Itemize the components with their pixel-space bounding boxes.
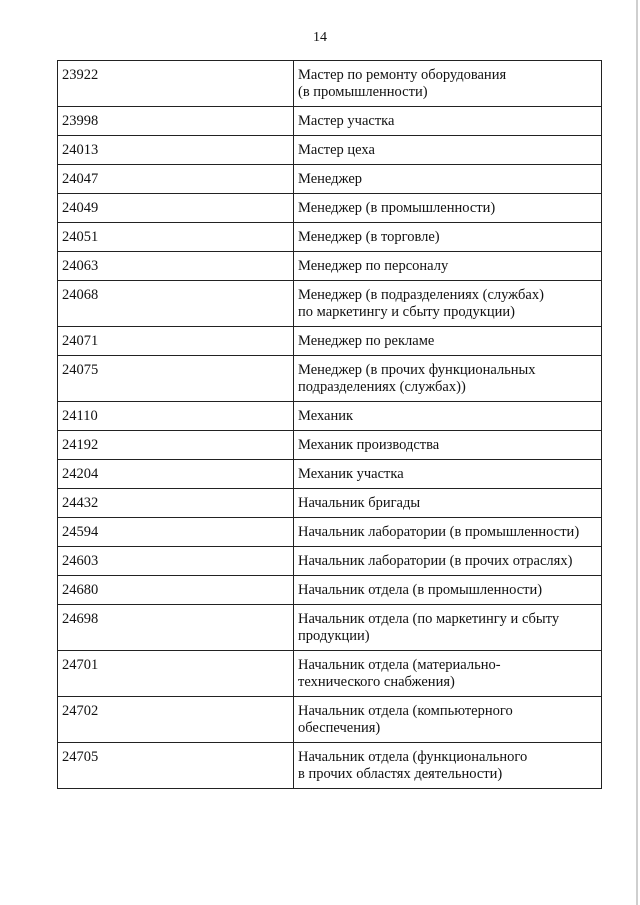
occupation-name-line: Менеджер (в подразделениях (службах) [298, 287, 544, 303]
occupation-name [294, 743, 602, 789]
occupation-name-line: Мастер по ремонту оборудования [298, 67, 507, 83]
occupation-name [294, 356, 602, 402]
table-row [58, 547, 602, 576]
occupation-name [294, 489, 602, 518]
table-row [58, 136, 602, 165]
table-row [58, 223, 602, 252]
occupation-name [294, 194, 602, 223]
table-row [58, 460, 602, 489]
occupation-code: 24192 [58, 431, 294, 460]
occupation-name-line: по маркетингу и сбыту продукции) [298, 304, 515, 320]
table-row [58, 327, 602, 356]
table-row [58, 576, 602, 605]
occupation-code: 24603 [58, 547, 294, 576]
table-row [58, 489, 602, 518]
occupation-name-line: (в промышленности) [298, 84, 428, 100]
occupation-code: 24051 [58, 223, 294, 252]
table-row [58, 61, 602, 107]
occupation-code: 24075 [58, 356, 294, 402]
table-row [58, 402, 602, 431]
table-row [58, 431, 602, 460]
table-row [58, 651, 602, 697]
occupation-code: 23922 [58, 61, 294, 107]
occupation-name-line: продукции) [298, 628, 370, 644]
table-body [58, 61, 602, 789]
table-row [58, 605, 602, 651]
occupation-code: 24047 [58, 165, 294, 194]
occupation-name-line: технического снабжения) [298, 674, 455, 690]
occupation-name [294, 576, 602, 605]
table-row [58, 697, 602, 743]
occupation-name-line: Начальник отдела (в промышленности) [298, 582, 543, 598]
occupation-name [294, 165, 602, 194]
occupation-code: 24110 [58, 402, 294, 431]
occupation-code: 24702 [58, 697, 294, 743]
occupation-name [294, 281, 602, 327]
occupation-name [294, 223, 602, 252]
occupation-name-line: Начальник отдела (компьютерного [298, 703, 513, 719]
occupation-name-line: Механик участка [298, 466, 404, 482]
occupation-code: 24705 [58, 743, 294, 789]
table-row [58, 281, 602, 327]
occupation-name [294, 327, 602, 356]
occupation-name-line: Менеджер (в прочих функциональных [298, 362, 536, 378]
occupation-name [294, 697, 602, 743]
occupation-name-line: Менеджер [298, 171, 363, 187]
occupation-name [294, 605, 602, 651]
table-row [58, 518, 602, 547]
occupation-name [294, 61, 602, 107]
occupation-code: 23998 [58, 107, 294, 136]
occupation-name [294, 136, 602, 165]
occupation-code: 24594 [58, 518, 294, 547]
occupation-code: 24068 [58, 281, 294, 327]
occupation-name [294, 651, 602, 697]
table-row [58, 356, 602, 402]
occupation-code-table [57, 60, 602, 789]
occupation-name-line: Механик производства [298, 437, 440, 453]
occupation-name [294, 402, 602, 431]
occupation-code: 24063 [58, 252, 294, 281]
occupation-name-line: Начальник отдела (по маркетингу и сбыту [298, 611, 560, 627]
occupation-name [294, 431, 602, 460]
occupation-code: 24680 [58, 576, 294, 605]
occupation-code: 24013 [58, 136, 294, 165]
table-row [58, 252, 602, 281]
table-row [58, 165, 602, 194]
occupation-code: 24071 [58, 327, 294, 356]
occupation-name-line: Менеджер по рекламе [298, 333, 435, 349]
occupation-name-line: Начальник лаборатории (в прочих отраслях) [298, 553, 573, 569]
occupation-code: 24701 [58, 651, 294, 697]
occupation-code: 24204 [58, 460, 294, 489]
occupation-name-line: Мастер участка [298, 113, 395, 129]
occupation-name-line: Менеджер по персоналу [298, 258, 449, 274]
occupation-name-line: Начальник отдела (материально- [298, 657, 501, 673]
occupation-name-line: Менеджер (в торговле) [298, 229, 440, 245]
occupation-name [294, 547, 602, 576]
occupation-name-line: Начальник отдела (функционального [298, 749, 528, 765]
table-row [58, 743, 602, 789]
occupation-name [294, 252, 602, 281]
occupation-name-line: Механик [298, 408, 354, 424]
occupation-name-line: Менеджер (в промышленности) [298, 200, 496, 216]
occupation-name-line: Мастер цеха [298, 142, 375, 158]
table-row [58, 194, 602, 223]
occupation-name-line: Начальник лаборатории (в промышленности) [298, 524, 580, 540]
occupation-code: 24049 [58, 194, 294, 223]
table-row [58, 107, 602, 136]
page-number: 14 [313, 30, 327, 45]
occupation-code: 24432 [58, 489, 294, 518]
occupation-name [294, 518, 602, 547]
occupation-name [294, 460, 602, 489]
occupation-name-line: обеспечения) [298, 720, 381, 736]
page-edge [636, 0, 638, 905]
occupation-name [294, 107, 602, 136]
occupation-name-line: Начальник бригады [298, 495, 421, 511]
occupation-name-line: подразделениях (службах)) [298, 379, 466, 395]
occupation-code: 24698 [58, 605, 294, 651]
occupation-name-line: в прочих областях деятельности) [298, 766, 503, 782]
